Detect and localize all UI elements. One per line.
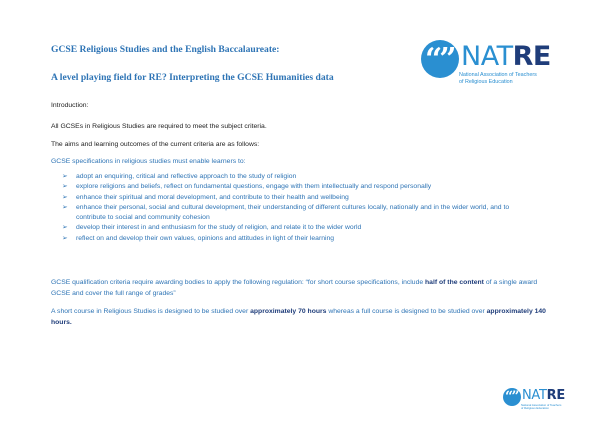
learning-outcomes-list [62, 172, 562, 244]
natre-footer-logo [503, 384, 563, 414]
document-subtitle: A level playing field for RE? Interpreting the GCSE Humanities data [51, 72, 334, 83]
arrow-bullet-icon: ➢ [62, 224, 68, 232]
list-item [62, 172, 562, 182]
footer-logo-tagline-line-1: National Association of Teachers [521, 403, 562, 407]
short-course-paragraph [51, 307, 551, 328]
list-item [62, 213, 562, 223]
arrow-bullet-icon: ➢ [62, 183, 68, 191]
list-item [62, 203, 562, 213]
full-course-hours-emphasis: approximately 140 hours. [51, 308, 546, 326]
subject-criteria-text: All GCSEs in Religious Studies are required to meet the subject criteria. [51, 123, 267, 130]
footer-logo-wordmark [522, 388, 565, 403]
qualification-text-1: GCSE qualification criteria require awarding bodies to apply the following regulation: “for short course specifications, include [51, 279, 426, 286]
arrow-bullet-icon: ➢ [62, 203, 68, 211]
list-item [62, 223, 562, 233]
list-item [62, 234, 562, 244]
footer-logo-wordmark-re: RE [546, 388, 565, 403]
short-course-hours-emphasis: approximately 70 hours [250, 308, 327, 315]
list-item-text: adopt an enquiring, critical and reflective approach to the study of religion [76, 173, 297, 180]
list-item-text: develop their interest in and enthusiasm for the study of religion, and relate it to the wider world [76, 224, 362, 232]
logo-tagline [459, 72, 554, 86]
list-item-text: contribute to social and community cohesion [76, 214, 210, 222]
arrow-bullet-icon: ➢ [62, 234, 68, 242]
list-item-text: enhance their personal, social and cultural development, their understanding of different cultures locally, nationally and in the wider world, and to [76, 203, 510, 211]
footer-logo-quote-glyph: “” [505, 389, 519, 405]
footer-logo-tagline [521, 404, 566, 411]
list-item-text: enhance their spiritual and moral development, and contribute to their health and wellbeing [76, 193, 349, 201]
qualification-text-2: of a single award GCSE and cover the full range of grades” [51, 279, 538, 297]
logo-wordmark-nat: NAT [461, 41, 513, 72]
list-item [62, 182, 562, 192]
qualification-emphasis: half of the content [425, 279, 484, 286]
footer-logo-wordmark-nat: NAT [522, 388, 547, 403]
introduction-label: Introduction: [51, 102, 89, 109]
list-item-text: explore religions and beliefs, reflect on fundamental questions, engage with them intellectually and respond personally [76, 183, 432, 191]
arrow-bullet-icon: ➢ [62, 173, 68, 180]
list-item [62, 193, 562, 203]
short-course-text-1: A short course in Religious Studies is designed to be studied over [51, 308, 251, 315]
document-title: GCSE Religious Studies and the English Baccalaureate: [51, 44, 280, 55]
logo-tagline-line-1: National Association of Teachers [459, 72, 537, 78]
short-course-text-2: whereas a full course is designed to be studied over [326, 308, 487, 315]
arrow-bullet-icon: ➢ [62, 193, 68, 201]
logo-wordmark-re: RE [512, 41, 551, 72]
logo-tagline-line-2: of Religious Education [459, 79, 513, 85]
logo-quote-glyph: “” [425, 42, 454, 77]
logo-wordmark [461, 42, 551, 72]
natre-logo [421, 38, 551, 98]
list-item-text: reflect on and develop their own values, opinions and attitudes in light of their learning [76, 234, 335, 242]
footer-logo-tagline-line-2: of Religious Education [521, 406, 549, 411]
specs-intro-text: GCSE specifications in religious studies must enable learners to: [51, 158, 246, 165]
qualification-criteria-paragraph [51, 278, 551, 299]
aims-intro-text: The aims and learning outcomes of the current criteria are as follows: [51, 141, 260, 148]
